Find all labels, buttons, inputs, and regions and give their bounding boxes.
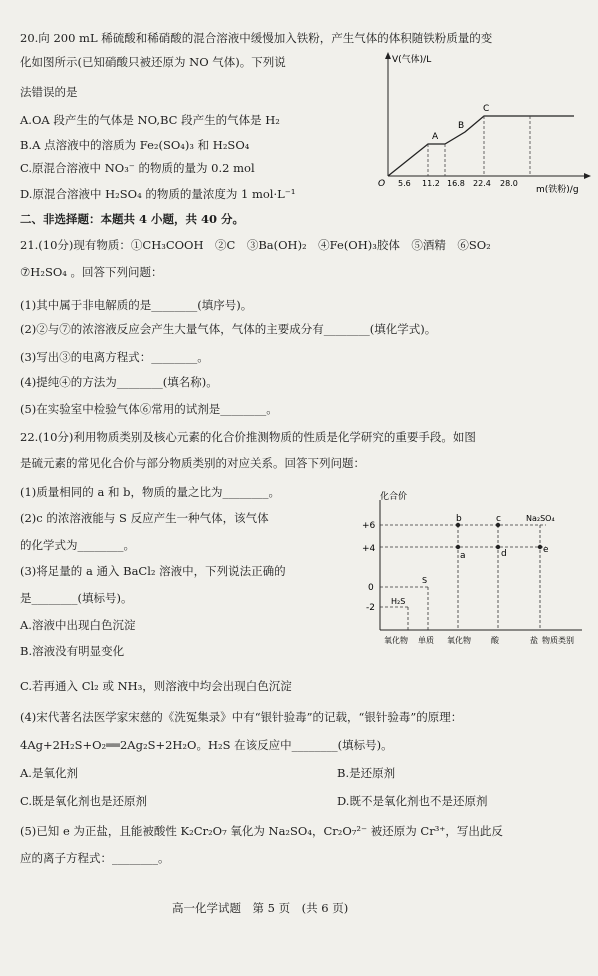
q22-part4-option-a: A.是氧化剂 [20,766,78,780]
q21-stem-line2: ⑦H₂SO₄ 。回答下列问题： [20,265,163,279]
q22-diagram-ylabel: 化合价 [380,492,408,502]
q20-graph-point-c: C [483,104,490,114]
q20-graph-point-a: A [432,132,439,142]
q22-part3-option-b: B.溶液没有明显变化 [20,644,125,658]
q22-part2-line2: 的化学式为________。 [20,538,135,552]
q20-option-c: C.原混合溶液中 NO₃⁻ 的物质的量为 0.2 mol [20,161,255,175]
q20-stem-line3: 法错误的是 [20,85,78,99]
q22-part4-option-c: C.既是氧化剂也是还原剂 [20,794,148,808]
q22-diagram-ytick: -2 [366,603,375,613]
q22-category: 氧化物 [447,636,471,645]
q20-gas-volume-graph [370,48,594,198]
q22-diagram-ytick: +4 [362,544,376,554]
q20-option-b: B.A 点溶液中的溶质为 Fe₂(SO₄)₃ 和 H₂SO₄ [20,138,250,152]
q20-graph-xtick: 11.2 [422,179,440,188]
q22-stem-line2: 是硫元素的常见化合价与部分物质类别的对应关系。回答下列问题： [20,456,365,470]
q20-stem-line2: 化如图所示(已知硝酸只被还原为 NO 气体)。下列说 [20,55,286,69]
q22-part3-line1: (3)将足量的 a 通入 BaCl₂ 溶液中，下列说法正确的 [20,564,286,578]
q21-part3: (3)写出③的电离方程式：________。 [20,350,209,364]
q22-part4-option-d: D.既不是氧化剂也不是还原剂 [337,794,488,808]
q22-point-d: d [501,549,507,559]
q22-diagram-xlabel: 物质类别 [542,636,574,645]
q20-graph-origin: O [378,179,386,189]
q22-point-s: S [422,576,428,585]
q22-category: 酸 [491,636,499,645]
q20-graph-xtick: 5.6 [398,179,411,188]
q22-point-e: e [543,545,549,555]
q20-stem-line1: 20.向 200 mL 稀硫酸和稀硝酸的混合溶液中缓慢加入铁粉，产生气体的体积随铁粉质量的变 [20,31,493,45]
q22-part3-option-a: A.溶液中出现白色沉淀 [20,618,136,632]
q22-part4-line1: (4)宋代著名法医学家宋慈的《洗冤集录》中有“银针验毒”的记载，“银针验毒”的原理： [20,710,463,724]
q21-part2: (2)②与⑦的浓溶液反应会产生大量气体，气体的主要成分有________(填化学式)。 [20,322,437,336]
q21-part4: (4)提纯④的方法为________(填名称)。 [20,375,218,389]
q22-stem-line1: 22.(10分)利用物质类别及核心元素的化合价推测物质的性质是化学研究的重要手段。如图 [20,430,476,444]
q22-point-na2so4: Na₂SO₄ [526,514,555,523]
q20-graph-xtick: 16.8 [447,179,465,188]
q20-graph-ylabel: V(气体)/L [392,55,432,65]
q22-point-h2s: H₂S [391,597,406,606]
q22-part1: (1)质量相同的 a 和 b，物质的量之比为________。 [20,485,280,499]
q21-stem-line1: 21.(10分)现有物质：①CH₃COOH ②C ③Ba(OH)₂ ④Fe(OH)₃胶体 ⑤酒精 ⑥SO₂ [20,238,491,252]
q22-point-c: c [496,514,501,524]
q22-diagram-ytick: 0 [368,583,374,593]
q22-part3-line2: 是________(填标号)。 [20,591,133,605]
page-footer: 高一化学试题 第 5 页 (共 6 页) [172,901,349,915]
q22-part4-option-b: B.是还原剂 [337,766,396,780]
q22-diagram-ytick: +6 [362,521,376,531]
q22-sulfur-valence-diagram [336,490,594,658]
q22-part3-option-c: C.若再通入 Cl₂ 或 NH₃，则溶液中均会出现白色沉淀 [20,679,292,693]
q22-part5-line1: (5)已知 e 为正盐，且能被酸性 K₂Cr₂O₇ 氧化为 Na₂SO₄，Cr₂O₇²⁻ 被还原为 Cr³⁺，写出此反 [20,824,503,838]
q22-point-b: b [456,514,462,524]
q20-option-d: D.原混合溶液中 H₂SO₄ 的物质的量浓度为 1 mol·L⁻¹ [20,187,296,201]
q22-point-a: a [460,551,466,561]
q20-option-a: A.OA 段产生的气体是 NO,BC 段产生的气体是 H₂ [20,113,280,127]
q22-part5-line2: 应的离子方程式：________。 [20,851,170,865]
q22-category: 单质 [418,636,434,645]
q22-category: 氧化物 [384,636,408,645]
q20-graph-xlabel: m(铁粉)/g [536,185,579,195]
q21-part5: (5)在实验室中检验气体⑥常用的试剂是________。 [20,402,278,416]
q22-part4-line2: 4Ag+2H₂S+O₂══2Ag₂S+2H₂O。H₂S 在该反应中________(填标号)。 [20,738,393,752]
section-heading: 二、非选择题：本题共 4 小题，共 40 分。 [20,212,245,226]
q20-graph-point-b: B [458,121,465,131]
q21-part1: (1)其中属于非电解质的是________(填序号)。 [20,298,253,312]
q22-part2-line1: (2)c 的浓溶液能与 S 反应产生一种气体，该气体 [20,511,269,525]
q20-graph-xtick: 28.0 [500,179,518,188]
q20-graph-xtick: 22.4 [473,179,491,188]
q22-category: 盐 [530,636,538,645]
